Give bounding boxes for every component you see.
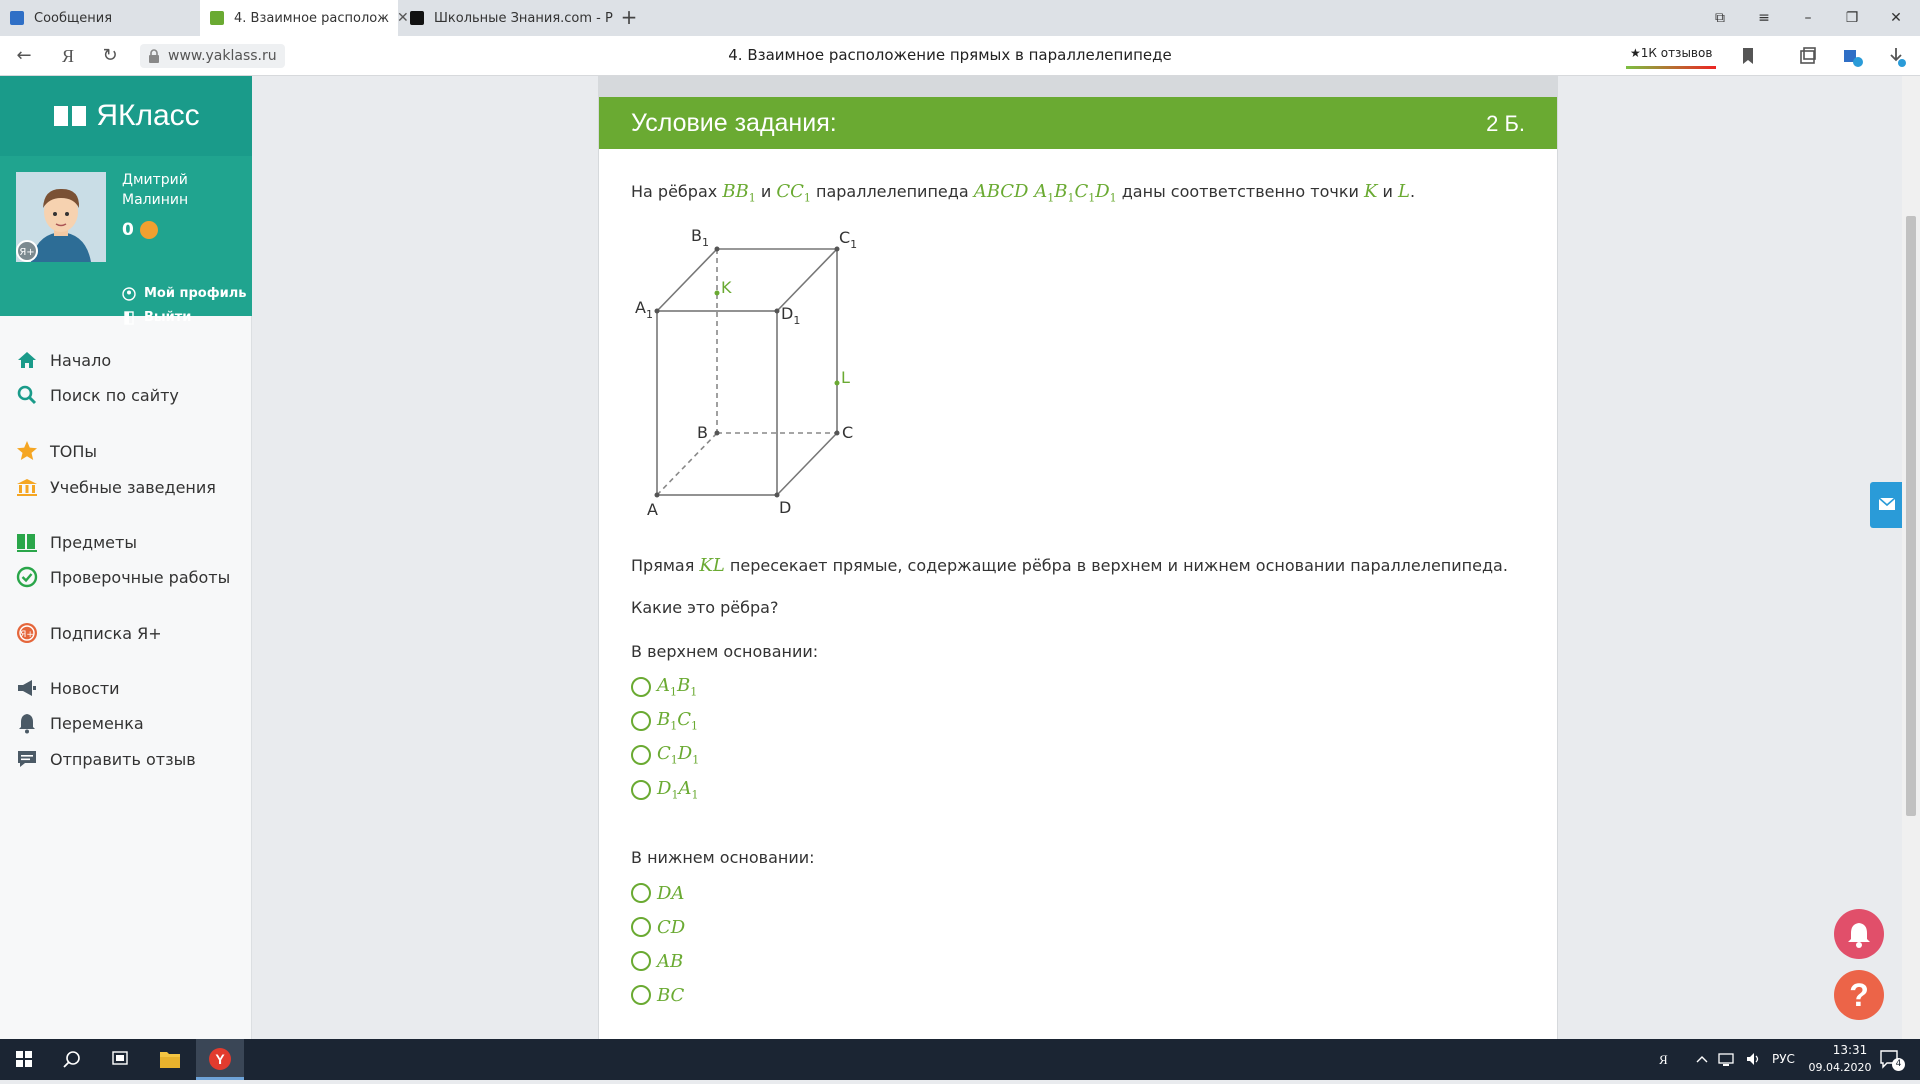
radio-option-b1c1[interactable] [631, 708, 698, 734]
action-center-button[interactable] [1878, 1048, 1904, 1070]
tab-label: 4. Взаимное располож [234, 10, 389, 26]
radio-label: CD [657, 916, 686, 938]
radio-circle[interactable] [631, 677, 651, 697]
yandex-alice-icon[interactable] [1656, 1049, 1676, 1069]
radio-label: AB [657, 950, 684, 972]
task-view-button[interactable] [96, 1039, 144, 1080]
task-intro [631, 181, 1415, 205]
tab-znanija[interactable] [400, 0, 613, 36]
chevron-up-icon[interactable] [1694, 1049, 1710, 1069]
radio-option-da[interactable] [631, 880, 684, 906]
radio-circle[interactable] [631, 745, 651, 765]
math-cc1: $CC_1$ [776, 181, 811, 205]
keyboard-language[interactable]: РУС [1772, 1052, 1795, 1066]
intro-text: параллелепипеда [810, 182, 974, 201]
user-profile-panel [0, 156, 252, 325]
megaphone-icon [16, 677, 38, 699]
menu-icon[interactable]: ≡ [1758, 10, 1770, 26]
sidebar-item-tops[interactable] [16, 439, 97, 463]
bell-icon [1834, 909, 1884, 959]
radio-label: $B_1C_1$ [657, 709, 699, 733]
yaplus-icon [16, 622, 38, 644]
book-icon [52, 103, 88, 129]
minimize-icon[interactable]: – [1804, 10, 1812, 26]
bell-icon [16, 712, 38, 734]
start-button[interactable] [0, 1039, 48, 1080]
logout-link[interactable] [122, 310, 191, 325]
page-scrollbar[interactable] [1902, 76, 1920, 1039]
svg-text:Я: Я [1659, 1052, 1668, 1067]
address-bar [0, 36, 1920, 76]
network-icon[interactable] [1716, 1049, 1736, 1069]
extensions-icon[interactable] [1840, 44, 1864, 68]
collections-icon[interactable] [1796, 44, 1820, 68]
messages-icon [10, 11, 24, 25]
task-header [599, 97, 1557, 149]
notification-count: 4 [1892, 1058, 1905, 1071]
label-c1: $C_1$ [839, 228, 858, 251]
svg-text:Y: Y [215, 1051, 225, 1067]
math-l: L [1398, 181, 1410, 202]
sidebar-item-news[interactable] [16, 676, 120, 700]
sidebar-item-label: ТОПы [50, 441, 98, 461]
intro-text: даны соответственно точки [1116, 182, 1364, 201]
my-profile-label: Мой профиль [144, 286, 247, 301]
my-profile-link[interactable] [122, 286, 246, 301]
sidebar [0, 76, 252, 1039]
lock-icon [148, 49, 160, 63]
bookmarks-panel-icon[interactable]: ⧉ [1715, 10, 1725, 26]
statement-text: пересекает прямые, содержащие рёбра в верхнем и нижнем основании параллелепипеда. [724, 556, 1508, 575]
svg-text:Я+: Я+ [20, 630, 34, 640]
logout-door-icon [122, 311, 136, 325]
logout-label: Выйти [144, 310, 192, 325]
yaklass-favicon-icon [210, 11, 224, 25]
math-bb1: $BB_1$ [722, 181, 756, 205]
envelope-icon [1870, 482, 1904, 528]
radio-label: DA [657, 882, 685, 904]
edge-a1b1 [657, 249, 717, 311]
radio-option-ab[interactable] [631, 948, 683, 974]
edge-d1c1 [777, 249, 837, 311]
radio-circle[interactable] [631, 917, 651, 937]
sidebar-item-label: Учебные заведения [50, 477, 216, 497]
label-b: B [697, 423, 708, 442]
folder-icon [146, 1039, 194, 1080]
sidebar-item-label: Начало [50, 350, 112, 370]
user-circle-icon [122, 287, 136, 301]
url-field[interactable] [140, 44, 285, 68]
reload-icon[interactable]: ↻ [102, 45, 118, 66]
sidebar-item-subscription[interactable] [16, 621, 162, 645]
statement-text: Прямая [631, 556, 700, 575]
math-kl: KL [699, 555, 725, 576]
hidden-edges [657, 249, 837, 495]
task-card [598, 76, 1558, 1056]
radio-circle[interactable] [631, 985, 651, 1005]
label-l: L [841, 368, 850, 387]
label-a1: $A_1$ [635, 298, 653, 321]
label-b1: $B_1$ [691, 226, 709, 249]
url-text: www.yaklass.ru [168, 48, 277, 64]
math-parallelepiped: ABCD $A_1B_1C_1D_1$ [973, 181, 1117, 205]
sidebar-item-label: Поиск по сайту [50, 385, 179, 405]
tab-label: Школьные Знания.com - Р [434, 10, 613, 26]
intro-text: и [1377, 182, 1399, 201]
radio-label: $A_1B_1$ [657, 675, 698, 699]
scrollbar-thumb[interactable] [1906, 216, 1916, 816]
radio-option-a1b1[interactable] [631, 674, 697, 700]
building-icon [16, 476, 38, 498]
restore-icon[interactable]: ❐ [1845, 10, 1859, 26]
sidebar-item-label: Предметы [50, 532, 137, 552]
point-k [715, 291, 720, 296]
task-question: Какие это рёбра? [631, 598, 779, 617]
task-view-icon [96, 1039, 144, 1080]
intro-text: На рёбрах [631, 182, 723, 201]
sidebar-item-label: Отправить отзыв [50, 749, 196, 769]
task-statement [631, 555, 1508, 576]
yandex-browser-taskbar-button[interactable] [196, 1039, 244, 1080]
taskbar-search-button[interactable] [48, 1039, 96, 1080]
yandex-browser-icon [196, 1039, 244, 1080]
browser-tab-strip [0, 0, 1920, 36]
sidebar-item-label: Новости [50, 678, 120, 698]
sidebar-item-feedback[interactable] [16, 747, 196, 771]
books-icon [16, 531, 38, 553]
znanija-favicon-icon [410, 11, 424, 25]
radio-circle[interactable] [631, 711, 651, 731]
volume-icon[interactable] [1744, 1049, 1764, 1069]
close-tab-icon[interactable]: ✕ [396, 10, 409, 26]
clock-date[interactable]: 09.04.2020 [1808, 1061, 1872, 1074]
radio-label: $C_1D_1$ [657, 743, 700, 767]
windows-taskbar [0, 1039, 1920, 1080]
help-button[interactable] [1834, 970, 1884, 1020]
sidebar-item-label: Подписка Я+ [50, 623, 162, 643]
tab-current-lesson[interactable] [200, 0, 409, 36]
intro-text: . [1409, 182, 1416, 201]
radio-label: BC [657, 984, 685, 1006]
home-icon [16, 349, 38, 371]
page-title: 4. Взаимное расположение прямых в параллелепипеде [728, 46, 1172, 64]
bookmark-icon[interactable] [1736, 44, 1760, 68]
sidebar-item-subjects[interactable] [16, 530, 137, 554]
radio-circle[interactable] [631, 883, 651, 903]
notifications-button[interactable] [1834, 909, 1884, 959]
star-coin-icon [140, 221, 158, 239]
edge-ab [657, 433, 717, 495]
main-content [252, 76, 1902, 1039]
user-points [122, 220, 158, 240]
sidebar-item-schools[interactable] [16, 475, 216, 499]
windows-logo-icon [0, 1039, 48, 1080]
label-c: C [842, 423, 854, 442]
reviews-badge[interactable]: ★1К отзывов [1626, 43, 1716, 69]
edge-dc [777, 433, 837, 495]
task-points: 2 Б. [1486, 111, 1525, 136]
label-d1: $D_1$ [781, 304, 801, 327]
points-value: 0 [122, 220, 134, 240]
new-tab-button[interactable]: + [620, 5, 638, 29]
yaplus-badge: Я+ [16, 240, 38, 262]
label-a: A [647, 500, 658, 519]
comment-icon [16, 748, 38, 770]
radio-option-bc[interactable] [631, 982, 684, 1008]
radio-circle[interactable] [631, 951, 651, 971]
check-circle-icon [16, 566, 38, 588]
vertex-labels [635, 226, 857, 519]
downloads-icon[interactable] [1884, 44, 1908, 68]
star-icon [16, 440, 38, 462]
user-name[interactable]: Дмитрий Малинин [122, 172, 189, 208]
label-k: K [721, 278, 732, 297]
sidebar-item-search[interactable] [16, 383, 179, 407]
figure-edges [657, 249, 837, 495]
brand-name: ЯКласс [96, 99, 200, 132]
radio-option-c1d1[interactable] [631, 742, 699, 768]
radio-option-d1a1[interactable] [631, 777, 698, 803]
intro-text: и [755, 182, 777, 201]
task-title: Условие задания: [631, 109, 837, 137]
math-k: K [1363, 181, 1378, 202]
tab-label: Сообщения [34, 10, 113, 26]
file-explorer-button[interactable] [146, 1039, 194, 1080]
upper-base-label: В верхнем основании: [631, 642, 819, 661]
search-icon [16, 384, 38, 406]
back-arrow-icon[interactable]: ← [16, 45, 32, 66]
radio-circle[interactable] [631, 780, 651, 800]
yaklass-logo[interactable] [0, 76, 252, 156]
point-l [835, 381, 840, 386]
question-mark-icon: ? [1849, 977, 1869, 1013]
radio-option-cd[interactable] [631, 914, 685, 940]
sidebar-item-tests[interactable] [16, 565, 230, 589]
sidebar-item-label: Проверочные работы [50, 567, 231, 587]
card-top-strip [599, 77, 1557, 97]
lower-base-label: В нижнем основании: [631, 848, 815, 867]
label-d: D [779, 498, 792, 517]
clock-time[interactable]: 13:31 [1832, 1043, 1868, 1057]
sidebar-item-break[interactable] [16, 711, 144, 735]
yandex-logo-icon[interactable]: Я [61, 46, 74, 66]
feedback-tab[interactable] [1870, 482, 1904, 528]
close-window-icon[interactable]: ✕ [1890, 10, 1902, 26]
radio-label: $D_1A_1$ [657, 778, 699, 802]
parallelepiped-figure [629, 223, 889, 533]
tab-messages[interactable] [0, 0, 198, 36]
sidebar-item-home[interactable] [16, 348, 111, 372]
search-icon [48, 1039, 96, 1080]
sidebar-item-label: Переменка [50, 713, 144, 733]
